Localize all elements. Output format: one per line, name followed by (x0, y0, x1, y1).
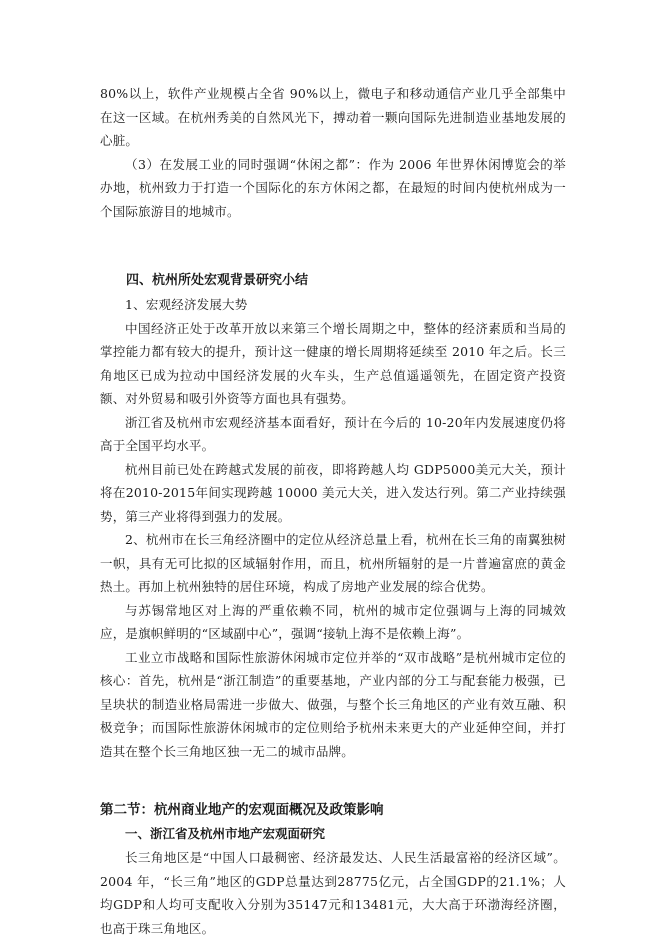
section-subheading: 一、浙江省及杭州市地产宏观面研究 (125, 826, 326, 841)
paragraph-china-growth-cycle: 中国经济正处于改革开放以来第三个增长周期之中，整体的经济素质和当局的掌控能力都有较大的提升，预计这一健康的增长周期将延续至 2010 年之后。长三角地区已成为拉动中国经济发展的火车头，生产总值遥遥领先，在固定资产投资额、对外贸易和吸引外资等方面也具有强势。 (100, 320, 566, 406)
heading-section-4: 四、杭州所处宏观背景研究小结 (126, 273, 309, 288)
paragraph-industry-share: 80%以上，软件产业规模占全省 90%以上，微电子和移动通信产业几乎全部集中在这一区域。在杭州秀美的自然风光下，搏动着一颗向国际先进制造业基地发展的心脏。 (100, 86, 566, 148)
spacer (100, 763, 566, 798)
subheading-macro-trend: 1、宏观经济发展大势 (125, 297, 248, 312)
paragraph-hangzhou-gdp: 杭州目前已处在跨越式发展的前夜，即将跨越人均 GDP5000美元大关，预计将在2010-2015年间实现跨越 10000 美元大关，进入发达行列。第二产业持续强势，第三产业将得到强力的发展。 (100, 461, 566, 524)
section-title: 第二节：杭州商业地产的宏观面概况及政策影响 (100, 802, 384, 818)
spacer (100, 223, 566, 269)
paragraph-zhejiang-outlook: 浙江省及杭州市宏观经济基本面看好，预计在今后的 10-20年内发展速度仍将高于全国平均水平。 (100, 414, 566, 453)
document-page (100, 82, 566, 940)
paragraph-yangtze-delta-stats: 长三角地区是“中国人口最稠密、经济最发达、人民生活最富裕的经济区域”。2004 年，“长三角”地区的GDP总量达到28775亿元，占全国GDP的21.1%；人均GDP和人均可支配收入分别为35147元和13481元，大大高于环渤海经济圈，也高于珠三角地区。 (100, 850, 566, 936)
paragraph-yangtze-positioning: 2、杭州市在长三角经济圈中的定位从经济总量上看，杭州在长三角的南翼独树一帜，具有无可比拟的区域辐射作用，而且，杭州所辐射的是一片普遍富庶的黄金热土。再加上杭州独特的居住环境，构成了房地产业发展的综合优势。 (100, 532, 566, 594)
paragraph-leisure-capital: （3）在发展工业的同时强调“休闲之都”：作为 2006 年世界休闲博览会的举办地，杭州致力于打造一个国际化的东方休闲之都，在最短的时间内使杭州成为一个国际旅游目的地城市。 (100, 156, 566, 219)
paragraph-dual-city-strategy: 工业立市战略和国际性旅游休闲城市定位并举的“双市战略”是杭州城市定位的核心：首先，杭州是“浙江制造”的重要基地，产业内部的分工与配套能力极强，已呈块状的制造业格局需进一步做大、做强，与整个长三角地区的产业有效互融、积极竞争；而国际性旅游休闲城市的定位则给予杭州未来更大的产业延伸空间，并打造其在整个长三角地区独一无二的城市品牌。 (100, 649, 566, 759)
paragraph-shanghai-relation: 与苏锡常地区对上海的严重依赖不同，杭州的城市定位强调与上海的同城效应，是旗帜鲜明的“区域副中心”，强调“接轨上海不是依赖上海”。 (100, 602, 566, 641)
